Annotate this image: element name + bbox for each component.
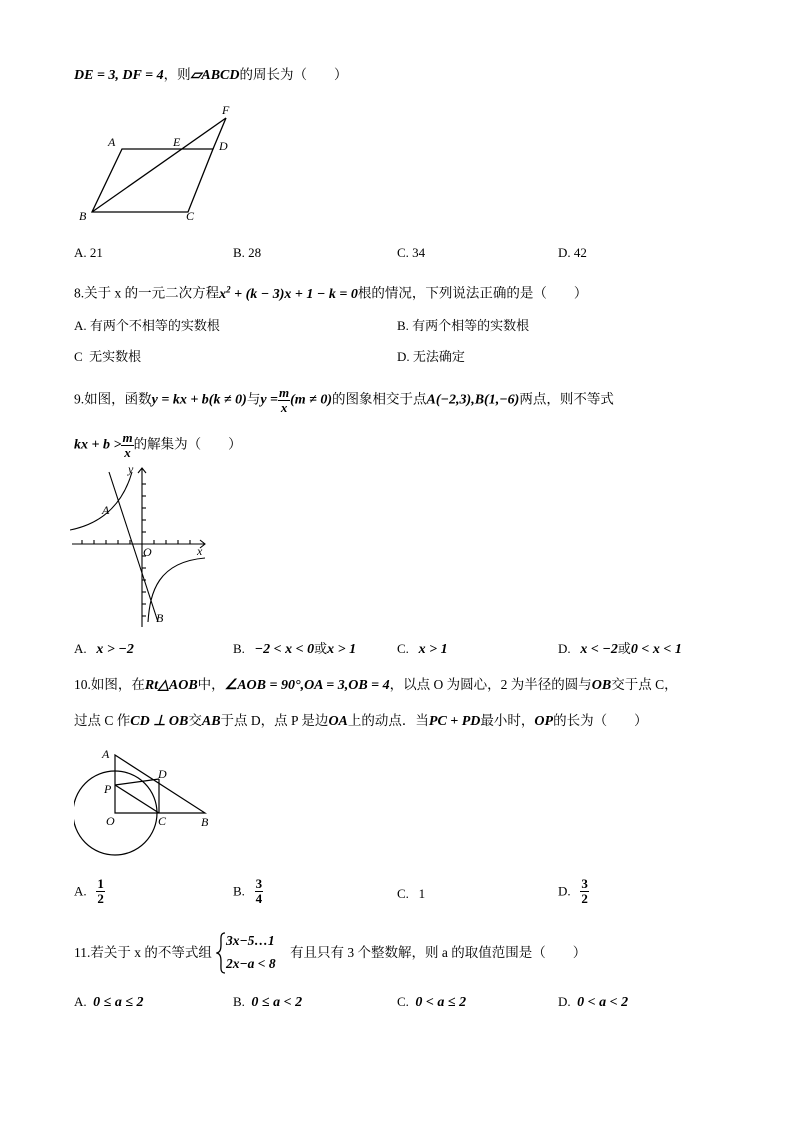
- q8-eq-x: x: [219, 286, 227, 302]
- option-value-a: x < −2: [580, 642, 618, 657]
- q10-label-o: O: [106, 814, 115, 828]
- option-letter: D.: [558, 994, 571, 1009]
- q8-eq-sup: 2: [226, 284, 231, 294]
- option-letter: D.: [558, 245, 571, 260]
- q7-option-d[interactable]: [558, 244, 587, 262]
- denominator: 4: [255, 891, 263, 906]
- q9-inverse-fraction: [278, 386, 290, 415]
- option-value: 42: [573, 245, 587, 260]
- q10-label-p: P: [104, 782, 112, 796]
- option-value-b: 0 < x < 1: [630, 642, 682, 657]
- option-letter: C: [74, 349, 83, 364]
- option-value: 28: [248, 245, 262, 260]
- q11-option-c[interactable]: [397, 993, 466, 1012]
- q7-condition: DE = 3, DF = 4: [74, 68, 164, 83]
- q10-label-c: C: [158, 814, 167, 828]
- denominator: x: [124, 445, 131, 460]
- q10-sum: PC + PD: [428, 714, 481, 729]
- q11-stem: [74, 944, 212, 962]
- option-letter: A.: [74, 245, 87, 260]
- option-or: 或: [617, 641, 631, 656]
- q8-equation: [219, 284, 358, 302]
- q7-label-c: C: [186, 209, 195, 223]
- q10-text: 过点 C 作: [74, 713, 131, 728]
- denominator: 2: [581, 891, 588, 906]
- numerator: m: [279, 385, 290, 400]
- q11-option-d[interactable]: [558, 993, 628, 1012]
- option-value: x > −2: [96, 642, 134, 657]
- x-axis-ticks: [82, 540, 190, 544]
- option-value: 0 < a ≤ 2: [415, 995, 467, 1010]
- q10-text: 交: [188, 713, 202, 728]
- option-letter: A.: [74, 883, 87, 899]
- q9-option-d[interactable]: [558, 640, 682, 659]
- triangle-aob: [115, 755, 205, 813]
- q9-option-a[interactable]: [74, 640, 134, 659]
- q9-label-b: B: [156, 611, 164, 625]
- q7-label-e: E: [173, 135, 181, 149]
- numerator: m: [122, 430, 133, 445]
- q10-text: 交于点 C，: [611, 677, 678, 692]
- option-value: 34: [412, 245, 426, 260]
- q7-tail: 的周长为（ ）: [239, 67, 348, 82]
- q10-stem-line1: [74, 676, 678, 695]
- option-letter: A.: [74, 641, 87, 656]
- numerator: 1: [97, 876, 104, 891]
- q9-graph-figure: [70, 462, 215, 632]
- q9-ineq-lhs: kx + b >: [74, 437, 122, 453]
- numerator: 3: [255, 876, 263, 891]
- option-value: 0 < a < 2: [577, 995, 629, 1010]
- option-or: 或: [314, 641, 328, 656]
- option-value: 21: [89, 245, 103, 260]
- q8-eq-rest: + (k − 3)x + 1 − k = 0: [230, 286, 358, 302]
- option-value-b: x > 1: [327, 642, 357, 657]
- q10-ob: OB: [591, 678, 612, 693]
- q9-ineq-tail: 的解集为（ ）: [133, 436, 242, 452]
- q9-points: A(−2,3),B(1,−6): [426, 392, 520, 408]
- option-value: x > 1: [418, 642, 448, 657]
- q10-text: 最小时，: [480, 713, 535, 728]
- q10-text: 中，: [197, 677, 225, 692]
- q7-parallelogram-figure: [76, 100, 246, 230]
- parallelogram-abcd: [92, 149, 213, 212]
- option-fraction: [96, 877, 105, 906]
- option-text: 无法确定: [412, 349, 465, 364]
- q7-option-b[interactable]: [233, 244, 261, 262]
- q7-label-f: F: [222, 103, 230, 117]
- q7-sep: ，则: [163, 67, 191, 82]
- option-letter: B.: [233, 883, 245, 899]
- option-letter: B.: [233, 994, 245, 1009]
- q10-ab: AB: [201, 714, 221, 729]
- q9-stem-line2: [74, 431, 242, 460]
- q8-suffix: 根的情况，下列说法正确的是（ ）: [357, 285, 588, 301]
- q9-label-a: A: [102, 503, 110, 517]
- q11-prefix: 11.若关于 x 的不等式组: [74, 945, 212, 960]
- denominator: x: [280, 400, 288, 415]
- q10-label-b: B: [201, 815, 209, 829]
- q10-oa: OA: [328, 714, 348, 729]
- q9-label-x: x: [197, 544, 203, 558]
- q10-label-d: D: [158, 767, 167, 781]
- q10-text: 于点 D，点 P 是边: [220, 713, 329, 728]
- segment-pd: [115, 779, 159, 785]
- q8-option-d[interactable]: [397, 348, 465, 366]
- q7-label-a: A: [108, 135, 116, 149]
- option-text: 有两个相等的实数根: [412, 318, 530, 333]
- option-fraction: [255, 877, 264, 906]
- q9-mid: 的图象相交于点: [332, 391, 427, 407]
- q11-inequality-1: 3x−5…1: [226, 933, 275, 948]
- hyperbola-branch-left: [70, 472, 132, 530]
- option-letter: A.: [74, 994, 87, 1009]
- q9-inverse-condition: (m ≠ 0): [290, 392, 333, 408]
- q8-option-a[interactable]: [74, 317, 220, 335]
- q10-text: ，以点 O 为圆心，2 为半径的圆与: [389, 677, 592, 692]
- q10-option-a[interactable]: [74, 877, 105, 906]
- q8-prefix: 8.关于 x 的一元二次方程: [74, 285, 220, 301]
- q9-tail: 两点，则不等式: [519, 391, 614, 407]
- option-value: 0 ≤ a ≤ 2: [93, 995, 144, 1010]
- numerator: 3: [581, 876, 588, 891]
- q11-option-b[interactable]: [233, 993, 302, 1012]
- q10-option-b[interactable]: [233, 877, 263, 906]
- q9-stem-line1: [74, 386, 614, 415]
- option-letter: B.: [233, 641, 245, 656]
- q11-suffix: 有且只有 3 个整数解，则 a 的取值范围是（ ）: [290, 945, 587, 960]
- line-bf: [92, 118, 226, 212]
- q10-circle-figure: [74, 745, 219, 865]
- q10-condition: ∠AOB = 90°,OA = 3,OB = 4: [224, 678, 390, 693]
- q10-option-c[interactable]: [397, 885, 425, 903]
- option-letter: B.: [397, 318, 409, 333]
- option-letter: D.: [397, 349, 410, 364]
- option-letter: A.: [74, 318, 87, 333]
- denominator: 2: [97, 891, 104, 906]
- q9-prefix: 9.如图，函数: [74, 391, 152, 407]
- q7-stem: [74, 66, 348, 85]
- option-value: 0 ≤ a < 2: [251, 995, 303, 1010]
- option-letter: C.: [397, 886, 409, 901]
- q7-parallelogram: ▱ABCD: [190, 68, 240, 83]
- q10-prefix: 10.如图，在: [74, 677, 145, 692]
- option-text: 无实数根: [89, 349, 142, 364]
- option-letter: D.: [558, 641, 571, 656]
- q8-option-b[interactable]: [397, 317, 529, 335]
- q9-with: 与: [246, 391, 261, 407]
- option-letter: C.: [397, 994, 409, 1009]
- q8-option-c[interactable]: [74, 348, 141, 366]
- option-letter: B.: [233, 245, 245, 260]
- q9-label-y: y: [128, 462, 134, 476]
- q10-text: 的长为（ ）: [553, 713, 648, 728]
- q10-triangle: Rt△AOB: [144, 678, 198, 693]
- q10-label-a: A: [102, 747, 110, 761]
- q11-option-a[interactable]: [74, 993, 144, 1012]
- q7-option-c[interactable]: [397, 244, 425, 262]
- option-letter: D.: [558, 883, 571, 899]
- segment-pc: [115, 785, 159, 813]
- option-letter: C.: [397, 641, 409, 656]
- q7-label-b: B: [79, 209, 87, 223]
- q10-perpendicular: CD ⊥ OB: [130, 714, 189, 729]
- q9-linear-function: y = kx + b(k ≠ 0): [151, 392, 247, 408]
- q7-label-d: D: [219, 139, 228, 153]
- q8-stem: [74, 280, 587, 304]
- q9-ineq-fraction: [121, 431, 133, 460]
- q10-text: 上的动点．当: [347, 713, 429, 728]
- option-fraction: [580, 877, 589, 906]
- q9-option-b[interactable]: [233, 640, 356, 659]
- q11-inequality-2: 2x−a < 8: [226, 956, 276, 971]
- q9-option-c[interactable]: [397, 640, 448, 659]
- q11-brace-icon: [216, 932, 226, 974]
- q10-option-d[interactable]: [558, 877, 589, 906]
- option-letter: C.: [397, 245, 409, 260]
- option-value-a: −2 < x < 0: [254, 642, 315, 657]
- q10-op: OP: [534, 714, 554, 729]
- q7-option-a[interactable]: [74, 244, 103, 262]
- option-text: 有两个不相等的实数根: [89, 318, 220, 333]
- q9-label-o: O: [143, 545, 152, 559]
- q10-stem-line2: [74, 712, 648, 731]
- q9-inverse-lhs: y =: [260, 392, 279, 408]
- option-value: 1: [418, 886, 426, 901]
